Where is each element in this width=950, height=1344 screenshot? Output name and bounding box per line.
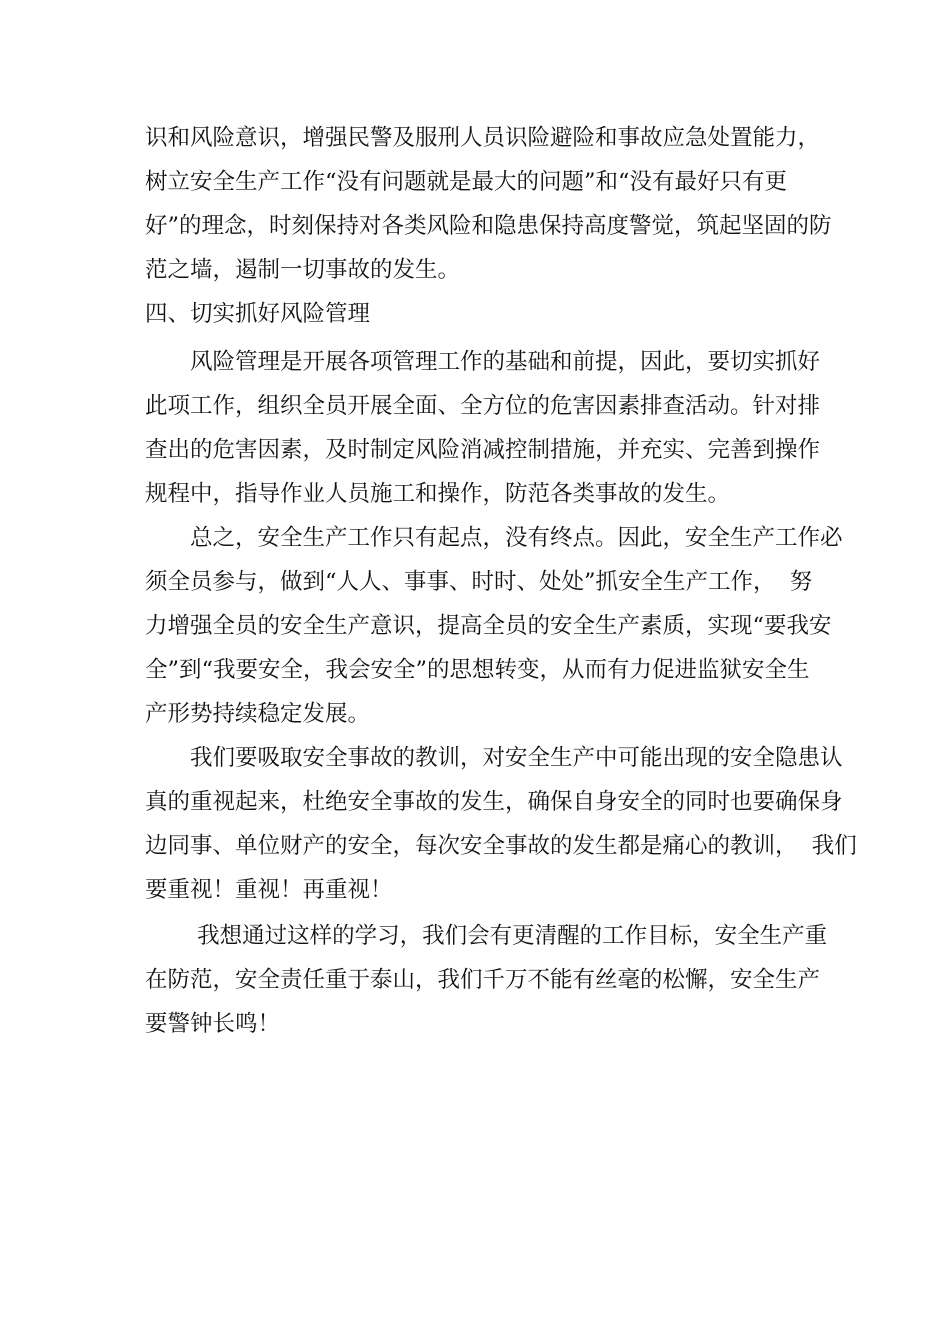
text-line: 识和风险意识，增强民警及服刑人员识险避险和事故应急处置能力， <box>145 125 821 151</box>
text-line: 产形势持续稳定发展。 <box>145 701 371 727</box>
text-line: 树立安全生产工作“没有问题就是最大的问题”和“没有最好只有更 <box>145 169 788 195</box>
text-line: 我们要吸取安全事故的教训，对安全生产中可能出现的安全隐患认 <box>145 745 843 771</box>
text-line: 须全员参与，做到“人人、事事、时时、处处”抓安全生产工作， 努 <box>145 569 813 595</box>
text-line: 要警钟长鸣！ <box>145 1011 281 1037</box>
section-heading: 四、切实抓好风险管理 <box>145 301 371 327</box>
text-line: 力增强全员的安全生产意识，提高全员的安全生产素质，实现“要我安 <box>145 613 832 639</box>
text-line: 我想通过这样的学习，我们会有更清醒的工作目标，安全生产重 <box>145 923 828 949</box>
text-line: 全”到“我要安全，我会安全”的思想转变，从而有力促进监狱安全生 <box>145 657 810 683</box>
text-line: 规程中，指导作业人员施工和操作，防范各类事故的发生。 <box>145 481 731 507</box>
text-line: 要重视！重视！再重视！ <box>145 877 393 903</box>
text-line: 范之墙，遏制一切事故的发生。 <box>145 257 461 283</box>
text-line: 查出的危害因素，及时制定风险消减控制措施，并充实、完善到操作 <box>145 437 821 463</box>
text-line: 风险管理是开展各项管理工作的基础和前提，因此，要切实抓好 <box>145 349 821 375</box>
text-line: 边同事、单位财产的安全，每次安全事故的发生都是痛心的教训， 我们 <box>145 833 857 859</box>
text-line: 总之，安全生产工作只有起点，没有终点。因此，安全生产工作必 <box>145 525 843 551</box>
text-line: 此项工作，组织全员开展全面、全方位的危害因素排查活动。针对排 <box>145 393 821 419</box>
text-line: 真的重视起来，杜绝安全事故的发生，确保自身安全的同时也要确保身 <box>145 789 843 815</box>
text-line: 好”的理念，时刻保持对各类风险和隐患保持高度警觉，筑起坚固的防 <box>145 213 832 239</box>
text-line: 在防范，安全责任重于泰山，我们千万不能有丝毫的松懈，安全生产 <box>145 967 821 993</box>
